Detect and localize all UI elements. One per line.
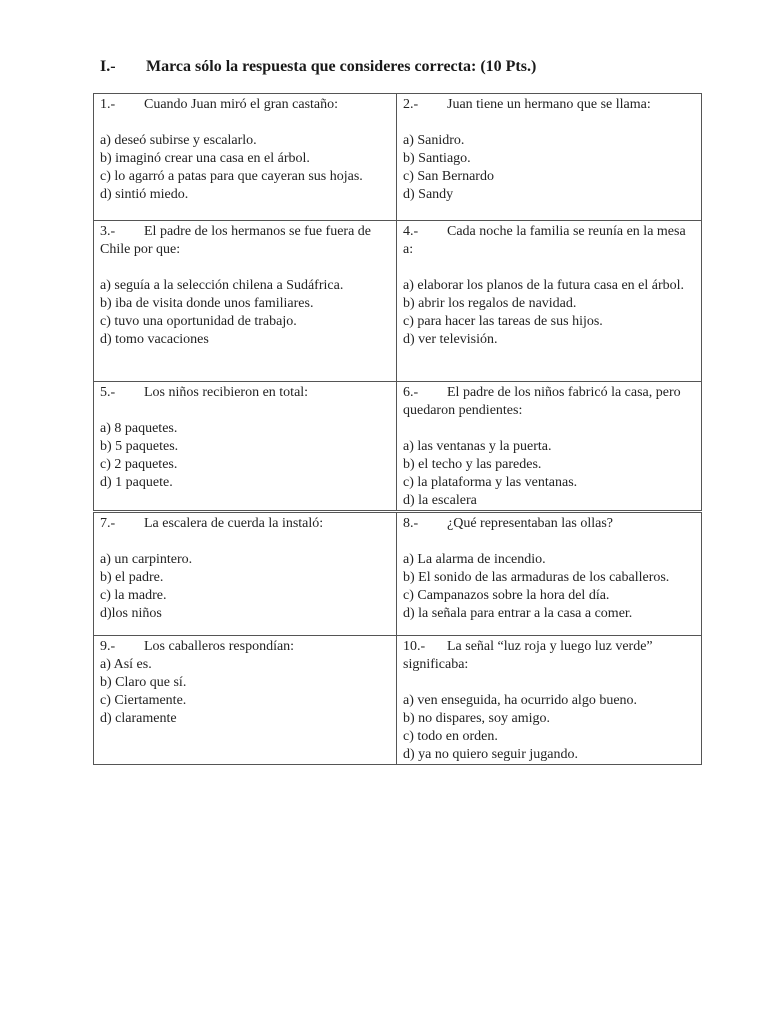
question-prompt — [100, 96, 390, 114]
table-row — [94, 636, 702, 765]
answer-option[interactable]: d) sintió miedo. — [100, 187, 189, 202]
answer-option[interactable]: c) 2 paquetes. — [100, 457, 178, 472]
answer-option[interactable]: c) Ciertamente. — [100, 693, 187, 708]
question-number: 2.- — [403, 97, 419, 112]
answer-option[interactable]: d) claramente — [100, 711, 177, 726]
question-text: Los caballeros respondían: — [144, 639, 295, 654]
answer-option[interactable]: b) abrir los regalos de navidad. — [403, 296, 577, 311]
answer-option[interactable]: d) ver televisión. — [403, 332, 498, 347]
question-cell-9 — [94, 636, 397, 765]
answer-option[interactable]: d) 1 paquete. — [100, 475, 173, 490]
question-text: La escalera de cuerda la instaló: — [144, 516, 324, 531]
question-prompt — [100, 384, 390, 402]
answer-option[interactable]: d) tomo vacaciones — [100, 332, 209, 347]
question-text: Cuando Juan miró el gran castaño: — [144, 97, 339, 112]
answer-option[interactable]: b) Santiago. — [403, 151, 471, 166]
answer-option[interactable]: a) La alarma de incendio. — [403, 552, 546, 567]
answer-option[interactable]: c) Campanazos sobre la hora del día. — [403, 588, 610, 603]
question-cell-3 — [94, 221, 397, 382]
answer-option[interactable]: c) todo en orden. — [403, 729, 498, 744]
answer-option[interactable]: d) la escalera — [403, 493, 477, 508]
answer-option[interactable]: c) para hacer las tareas de sus hijos. — [403, 314, 603, 329]
answer-option[interactable]: a) Sanidro. — [403, 133, 465, 148]
section-heading — [100, 58, 536, 76]
question-cell-1 — [94, 94, 397, 221]
answer-option[interactable]: d)los niños — [100, 606, 162, 621]
question-text: Juan tiene un hermano que se llama: — [447, 97, 651, 112]
table-row — [94, 94, 702, 221]
question-number: 10.- — [403, 639, 426, 654]
question-number: 7.- — [100, 516, 116, 531]
answer-option[interactable]: b) 5 paquetes. — [100, 439, 179, 454]
answer-option[interactable]: a) 8 paquetes. — [100, 421, 178, 436]
answer-option[interactable]: b) imaginó crear una casa en el árbol. — [100, 151, 310, 166]
answer-option[interactable]: a) ven enseguida, ha ocurrido algo bueno. — [403, 693, 638, 708]
answer-option[interactable]: b) el techo y las paredes. — [403, 457, 542, 472]
question-cell-8 — [397, 512, 702, 636]
section-instruction: Marca sólo la respuesta que consideres correcta: (10 Pts.) — [146, 58, 537, 75]
table-row — [94, 221, 702, 382]
question-cell-4 — [397, 221, 702, 382]
answer-option[interactable]: a) deseó subirse y escalarlo. — [100, 133, 257, 148]
answer-option[interactable]: d) Sandy — [403, 187, 454, 202]
answer-option[interactable]: b) El sonido de las armaduras de los caballeros. — [403, 570, 670, 585]
question-cell-6 — [397, 382, 702, 512]
answer-option[interactable]: c) la plataforma y las ventanas. — [403, 475, 578, 490]
answer-option[interactable]: a) Así es. — [100, 657, 152, 672]
answer-option[interactable]: c) tuvo una oportunidad de trabajo. — [100, 314, 297, 329]
question-number: 1.- — [100, 97, 116, 112]
table-row — [94, 512, 702, 636]
section-number: I.- — [100, 58, 116, 75]
question-text: Los niños recibieron en total: — [144, 385, 309, 400]
question-cell-2 — [397, 94, 702, 221]
question-text: La señal “luz roja y luego luz verde” significaba: — [403, 639, 653, 672]
question-number: 8.- — [403, 516, 419, 531]
answer-option[interactable]: b) Claro que sí. — [100, 675, 187, 690]
question-prompt — [403, 384, 695, 420]
question-number: 9.- — [100, 639, 116, 654]
answer-option[interactable]: c) San Bernardo — [403, 169, 494, 184]
question-prompt — [403, 223, 695, 259]
answer-option[interactable]: b) el padre. — [100, 570, 164, 585]
question-text: El padre de los niños fabricó la casa, pero quedaron pendientes: — [403, 385, 681, 418]
answer-option[interactable]: b) no dispares, soy amigo. — [403, 711, 550, 726]
question-number: 4.- — [403, 224, 419, 239]
question-number: 5.- — [100, 385, 116, 400]
answer-option[interactable]: a) elaborar los planos de la futura casa en el árbol. — [403, 278, 685, 293]
question-number: 3.- — [100, 224, 116, 239]
question-prompt — [100, 638, 390, 656]
question-cell-10 — [397, 636, 702, 765]
question-prompt — [100, 223, 390, 259]
answer-option[interactable]: a) seguía a la selección chilena a Sudáfrica. — [100, 278, 344, 293]
question-cell-7 — [94, 512, 397, 636]
question-prompt — [403, 638, 695, 674]
question-cell-5 — [94, 382, 397, 512]
answer-option[interactable]: c) la madre. — [100, 588, 167, 603]
table-row — [94, 382, 702, 512]
question-text: El padre de los hermanos se fue fuera de Chile por que: — [100, 224, 372, 257]
questions-table — [93, 93, 702, 765]
question-number: 6.- — [403, 385, 419, 400]
question-text: Cada noche la familia se reunía en la mesa a: — [403, 224, 686, 257]
answer-option[interactable]: d) ya no quiero seguir jugando. — [403, 747, 578, 762]
answer-option[interactable]: a) las ventanas y la puerta. — [403, 439, 552, 454]
question-prompt — [403, 515, 695, 533]
question-text: ¿Qué representaban las ollas? — [447, 516, 613, 531]
answer-option[interactable]: b) iba de visita donde unos familiares. — [100, 296, 314, 311]
answer-option[interactable]: d) la señala para entrar a la casa a comer. — [403, 606, 633, 621]
answer-option[interactable]: a) un carpintero. — [100, 552, 193, 567]
answer-option[interactable]: c) lo agarró a patas para que cayeran sus hojas. — [100, 169, 363, 184]
question-prompt — [100, 515, 390, 533]
question-prompt — [403, 96, 695, 114]
